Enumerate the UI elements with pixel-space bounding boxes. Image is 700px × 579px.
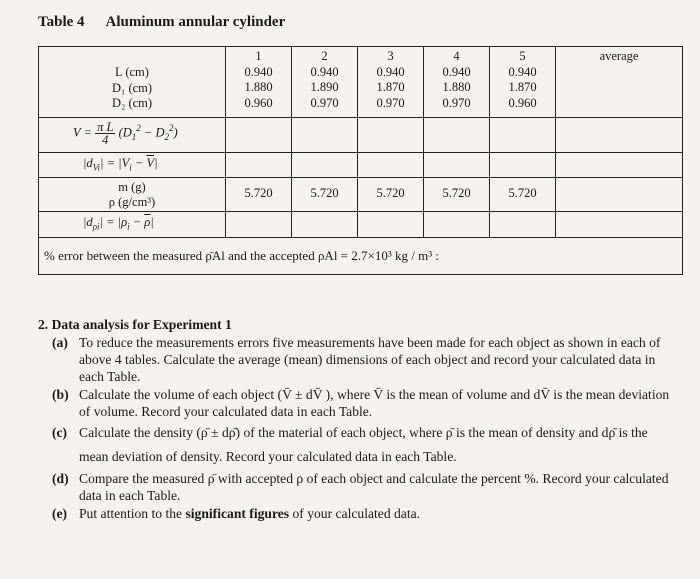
mass-value: 5.720 <box>244 186 273 200</box>
measurement-cell-5 <box>490 47 556 118</box>
item-text: To reduce the measurements errors five measurements have been made for each object as shown in each of above 4 tables. Calculate the average (mean) dimensions of each object and record your calculated data in each Table. <box>79 335 661 384</box>
mass-value: 5.720 <box>508 186 537 200</box>
mass-cell-3 <box>358 178 424 212</box>
volume-deviation-formula: $|d_{Vi}| = |V_i - \overline{V}|$ <box>83 156 158 173</box>
l-value: 0.940 <box>442 64 471 79</box>
row-label-m: m (g) <box>118 180 146 194</box>
mass-cell-1 <box>226 178 292 212</box>
volume-formula: V = $\frac{\text{π L}}{4}$ $(D_1^2 - D_2^2)$ <box>73 120 178 147</box>
percent-error-text: % error between the measured ρ̄Al and the accepted ρAl = 2.7×10³ kg / m³ : <box>44 248 439 263</box>
instruction-d <box>52 470 678 504</box>
l-value: 0.940 <box>244 64 273 79</box>
item-text: Compare the measured ρ̄ with accepted ρ of each object and calculate the percent %. Record your calculated data in each Table. <box>79 471 669 503</box>
row-label-rho: ρ (g/cm³) <box>108 195 156 209</box>
mass-value: 5.720 <box>442 186 471 200</box>
density-deviation-cell <box>39 212 226 238</box>
d2-value: 0.970 <box>310 95 339 110</box>
section-heading: 2. Data analysis for Experiment 1 <box>38 317 232 332</box>
item-text-bold: significant figures <box>185 506 290 521</box>
d1-value: 1.870 <box>508 80 537 94</box>
measurement-number: 1 <box>255 49 262 63</box>
l-value: 0.940 <box>310 64 339 79</box>
row-label-l: L (cm) <box>115 65 149 79</box>
mass-cell-4 <box>424 178 490 212</box>
table-title: Aluminum annular cylinder <box>105 14 286 30</box>
percent-error-cell <box>39 238 683 275</box>
table-row-dimensions <box>39 47 683 118</box>
d1-value: 1.890 <box>310 80 339 94</box>
mass-cell-5 <box>490 178 556 212</box>
table-row-density-deviation <box>39 212 683 238</box>
dimension-labels-cell <box>39 47 226 118</box>
density-deviation-formula: $|d_{\rho i}| = |\rho_i - \overline{\rho}|$ <box>83 215 154 232</box>
measurement-cell-1 <box>226 47 292 118</box>
measurement-cell-3 <box>358 47 424 118</box>
item-label: (b) <box>52 387 69 402</box>
d2-value: 0.970 <box>442 95 471 110</box>
instruction-c <box>52 421 678 469</box>
d2-value: 0.960 <box>244 95 273 110</box>
item-label: (e) <box>52 506 68 521</box>
l-value: 0.940 <box>376 64 405 79</box>
mass-value: 5.720 <box>310 186 339 200</box>
table-number: Table 4 <box>38 14 85 30</box>
item-label: (a) <box>52 335 68 350</box>
measurement-number: 3 <box>387 49 394 63</box>
measurement-cell-2 <box>292 47 358 118</box>
instruction-a <box>52 334 678 385</box>
l-value: 0.940 <box>508 64 537 79</box>
row-label-d1: D₁ (cm) <box>111 80 153 95</box>
table-caption <box>38 14 285 31</box>
average-header: average <box>599 49 639 63</box>
table-row-volume <box>39 118 683 153</box>
d1-value: 1.880 <box>244 80 273 94</box>
instruction-e <box>52 505 678 522</box>
volume-deviation-cell <box>39 153 226 178</box>
average-cell <box>556 47 683 118</box>
data-analysis-section <box>38 316 678 523</box>
item-text: Put attention to the <box>79 506 183 521</box>
item-label: (d) <box>52 471 69 486</box>
measurement-cell-4 <box>424 47 490 118</box>
instruction-b <box>52 386 678 420</box>
item-text: Calculate the volume of each object (V̄ ± dV̄ ), where V̄ is the mean of volume and dV̄ is the mean deviation of volume. Record your calculated data in each Table. <box>79 387 670 419</box>
item-text: Calculate the density (ρ̄ ± dρ̄) of the material of each object, where ρ̄ is the mean of density and dρ̄ is the mean deviation of density. Record your calculated data in each Table. <box>79 425 648 464</box>
mass-value: 5.720 <box>376 186 405 200</box>
d1-value: 1.870 <box>376 80 405 94</box>
measurement-number: 5 <box>519 49 526 63</box>
measurement-table <box>38 46 683 275</box>
measurement-number: 4 <box>453 49 460 63</box>
d2-value: 0.970 <box>376 95 405 110</box>
d1-value: 1.880 <box>442 80 471 94</box>
row-label-d2: D₂ (cm) <box>111 96 153 110</box>
mass-density-labels-cell <box>39 178 226 212</box>
table-row-percent-error <box>39 238 683 275</box>
table-row-mass-density <box>39 178 683 212</box>
table-row-volume-deviation <box>39 153 683 178</box>
item-label: (c) <box>52 425 68 440</box>
item-text: of your calculated data. <box>292 506 421 521</box>
measurement-number: 2 <box>321 49 328 63</box>
d2-value: 0.960 <box>508 95 537 110</box>
mass-cell-2 <box>292 178 358 212</box>
volume-formula-cell <box>39 118 226 153</box>
